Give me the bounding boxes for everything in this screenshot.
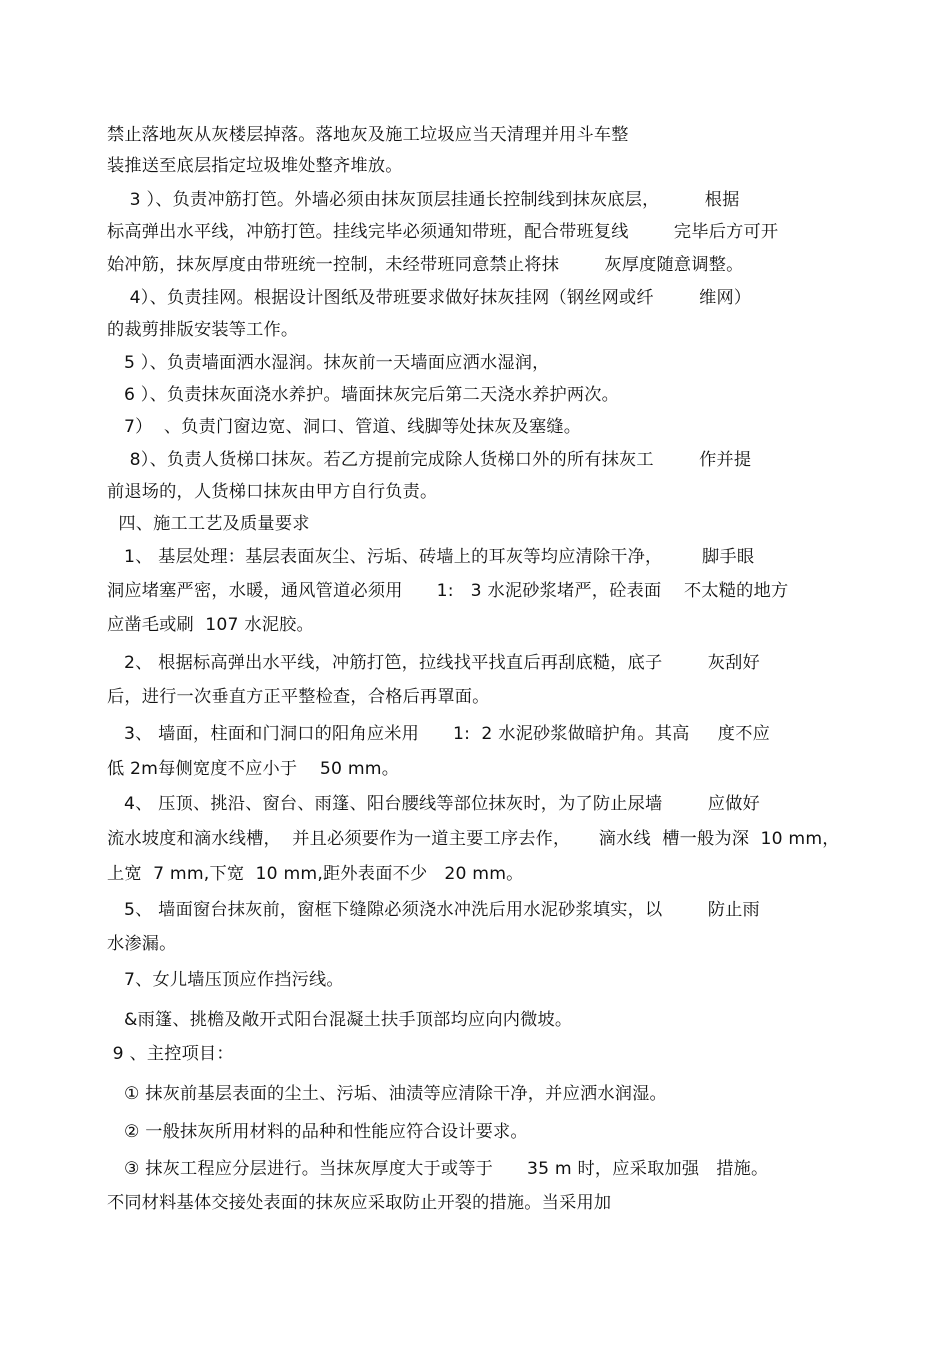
- text-line: 7） 、负责门窗边宽、洞口、管道、线脚等处抹灰及塞缝。: [107, 417, 582, 437]
- text-line: 低 2m每侧宽度不应小于 50 mm。: [107, 759, 400, 779]
- text-line: 始冲筋，抹灰厚度由带班统一控制，未经带班同意禁止将抹 灰厚度随意调整。: [107, 255, 744, 275]
- text-line: 流水坡度和滴水线槽， 并且必须要作为一道主要工序去作， 滴水线 槽一般为深 10 mm，: [107, 829, 840, 849]
- text-line: 的裁剪排版安装等工作。: [107, 320, 299, 340]
- text-line: 上宽 7 mm,下宽 10 mm,距外表面不少 20 mm。: [107, 864, 524, 884]
- text-line: 1、 基层处理：基层表面灰尘、污垢、砖墙上的耳灰等均应清除干净， 脚手眼: [107, 547, 755, 567]
- text-line: 5 ）、负责墙面洒水湿润。抹灰前一天墙面应洒水湿润，: [107, 353, 550, 373]
- list-item: ② 一般抹灰所用材料的品种和性能应符合设计要求。: [107, 1122, 528, 1142]
- text-line: 前退场的，人货梯口抹灰由甲方自行负责。: [107, 482, 438, 502]
- text-line: 不同材料基体交接处表面的抹灰应采取防止开裂的措施。当采用加: [107, 1193, 612, 1213]
- text-line: 8）、负责人货梯口抹灰。若乙方提前完成除人货梯口外的所有抹灰工 作并提: [107, 450, 752, 470]
- text-line: 装推送至底层指定垃圾堆处整齐堆放。: [107, 156, 403, 176]
- text-line: 4、 压顶、挑沿、窗台、雨篷、阳台腰线等部位抹灰时，为了防止尿墙 应做好: [107, 794, 760, 814]
- text-line: 洞应堵塞严密，水暖，通风管道必须用 1: 3 水泥砂浆堵严，砼表面 不太糙的地方: [107, 581, 789, 601]
- list-item: ③ 抹灰工程应分层进行。当抹灰厚度大于或等于 35 m 时，应采取加强 措施。: [107, 1159, 769, 1179]
- text-line: 禁止落地灰从灰楼层掉落。落地灰及施工垃圾应当天清理并用斗车整: [107, 125, 629, 145]
- text-line: 4）、负责挂网。根据设计图纸及带班要求做好抹灰挂网（钢丝网或纤 维网）: [107, 288, 752, 308]
- text-line: 3 ）、负责冲筋打笆。外墙必须由抹灰顶层挂通长控制线到抹灰底层， 根据: [107, 190, 740, 210]
- text-line: 6 ）、负责抹灰面浇水养护。墙面抹灰完后第二天浇水养护两次。: [107, 385, 620, 405]
- text-line: 2、 根据标高弹出水平线，冲筋打笆，拉线找平找直后再刮底糙，底子 灰刮好: [107, 653, 760, 673]
- text-line: 5、 墙面窗台抹灰前，窗框下缝隙必须浇水冲洗后用水泥砂浆填实，以 防止雨: [107, 900, 760, 920]
- text-line: 后，进行一次垂直方正平整检查，合格后再罩面。: [107, 687, 490, 707]
- text-line: 7、女儿墙压顶应作挡污线。: [107, 970, 344, 990]
- text-line: 应凿毛或刷 107 水泥胶。: [107, 615, 314, 635]
- list-item: ① 抹灰前基层表面的尘土、污垢、油渍等应清除干净，并应洒水润湿。: [107, 1084, 667, 1104]
- text-line: 水渗漏。: [107, 934, 177, 954]
- text-line: 标高弹出水平线，冲筋打笆。挂线完毕必须通知带班，配合带班复线 完毕后方可开: [107, 222, 779, 242]
- text-line: &雨篷、挑檐及敞开式阳台混凝土扶手顶部均应向内微坡。: [107, 1010, 573, 1030]
- section-heading: 9 、主控项目：: [107, 1044, 234, 1064]
- section-heading: 四、施工工艺及质量要求: [107, 514, 310, 534]
- text-line: 3、 墙面，柱面和门洞口的阳角应米用 1: 2 水泥砂浆做暗护角。其高 度不应: [107, 724, 770, 744]
